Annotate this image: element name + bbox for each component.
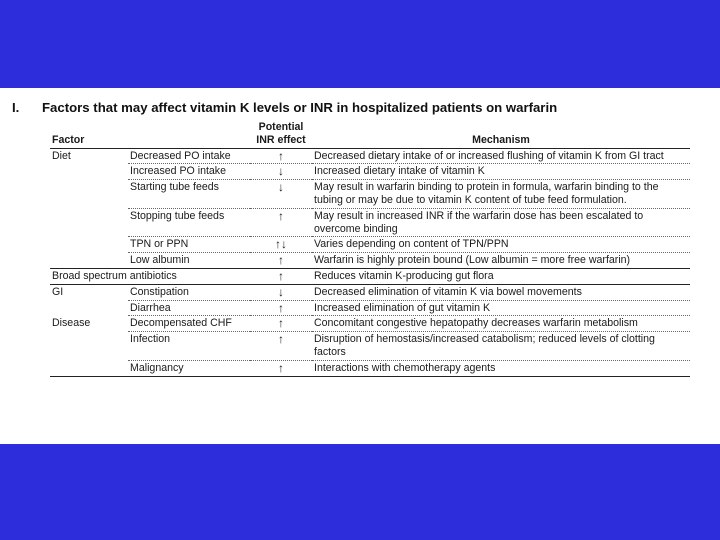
cell-inr-effect: ↑ (250, 360, 312, 376)
slide-heading (12, 100, 708, 115)
cell-factor: Broad spectrum antibiotics (50, 268, 250, 284)
header-subfactor (128, 121, 250, 148)
cell-subfactor: Malignancy (128, 360, 250, 376)
cell-mechanism: Decreased dietary intake of or increased flushing of vitamin K from GI tract (312, 148, 690, 164)
table-row (50, 300, 690, 316)
cell-mechanism: May result in increased INR if the warfarin dose has been escalated to overcome binding (312, 208, 690, 237)
cell-factor (50, 164, 128, 180)
cell-factor (50, 253, 128, 269)
cell-mechanism: Concomitant congestive hepatopathy decreases warfarin metabolism (312, 316, 690, 332)
cell-mechanism: Interactions with chemotherapy agents (312, 360, 690, 376)
header-mechanism: Mechanism (312, 121, 690, 148)
cell-subfactor: Constipation (128, 284, 250, 300)
cell-factor (50, 180, 128, 209)
table-row (50, 360, 690, 376)
cell-factor (50, 300, 128, 316)
cell-inr-effect: ↓ (250, 180, 312, 209)
cell-inr-effect: ↓ (250, 284, 312, 300)
cell-subfactor: Stopping tube feeds (128, 208, 250, 237)
cell-subfactor: Increased PO intake (128, 164, 250, 180)
table-row (50, 332, 690, 361)
cell-factor: Disease (52, 316, 91, 329)
cell-mechanism: Increased elimination of gut vitamin K (312, 300, 690, 316)
cell-factor (50, 360, 128, 376)
cell-factor: Diet (52, 149, 71, 162)
cell-subfactor: Diarrhea (128, 300, 250, 316)
cell-inr-effect: ↑↓ (250, 237, 312, 253)
cell-inr-effect: ↑ (250, 148, 312, 164)
cell-factor (50, 208, 128, 237)
cell-inr-effect: ↓ (250, 164, 312, 180)
cell-inr-effect: ↑ (250, 268, 312, 284)
cell-mechanism: May result in warfarin binding to protein in formula, warfarin binding to the tubing or may be due to vitamin K content of tube feed formulation. (312, 180, 690, 209)
cell-subfactor: TPN or PPN (128, 237, 250, 253)
table-row (50, 180, 690, 209)
cell-mechanism: Warfarin is highly protein bound (Low albumin = more free warfarin) (312, 253, 690, 269)
table-row (50, 316, 690, 332)
cell-subfactor: Infection (128, 332, 250, 361)
cell-mechanism: Decreased elimination of vitamin K via bowel movements (312, 284, 690, 300)
slide-content (0, 88, 720, 444)
table-row (50, 253, 690, 269)
cell-inr-effect: ↑ (250, 300, 312, 316)
factors-table (50, 121, 690, 377)
heading-number: I. (12, 100, 20, 115)
table-row (50, 164, 690, 180)
header-inr-effect: Potential INR effect (250, 121, 312, 148)
cell-inr-effect: ↑ (250, 332, 312, 361)
cell-mechanism: Reduces vitamin K-producing gut flora (312, 268, 690, 284)
cell-factor (50, 332, 128, 361)
cell-subfactor: Decreased PO intake (128, 148, 250, 164)
cell-subfactor: Starting tube feeds (128, 180, 250, 209)
table-row (50, 268, 690, 284)
table-row (50, 148, 690, 164)
table-row (50, 208, 690, 237)
heading-title: Factors that may affect vitamin K levels or INR in hospitalized patients on warfarin (42, 100, 558, 115)
table-header-row (50, 121, 690, 148)
header-factor: Factor (50, 121, 128, 148)
cell-subfactor: Low albumin (128, 253, 250, 269)
cell-inr-effect: ↑ (250, 253, 312, 269)
cell-factor (50, 237, 128, 253)
cell-mechanism: Varies depending on content of TPN/PPN (312, 237, 690, 253)
cell-mechanism: Increased dietary intake of vitamin K (312, 164, 690, 180)
cell-subfactor: Decompensated CHF (128, 316, 250, 332)
table-row (50, 237, 690, 253)
cell-inr-effect: ↑ (250, 208, 312, 237)
cell-mechanism: Disruption of hemostasis/increased catabolism; reduced levels of clotting factors (312, 332, 690, 361)
table-row (50, 284, 690, 300)
cell-inr-effect: ↑ (250, 316, 312, 332)
cell-factor: GI (52, 285, 64, 298)
